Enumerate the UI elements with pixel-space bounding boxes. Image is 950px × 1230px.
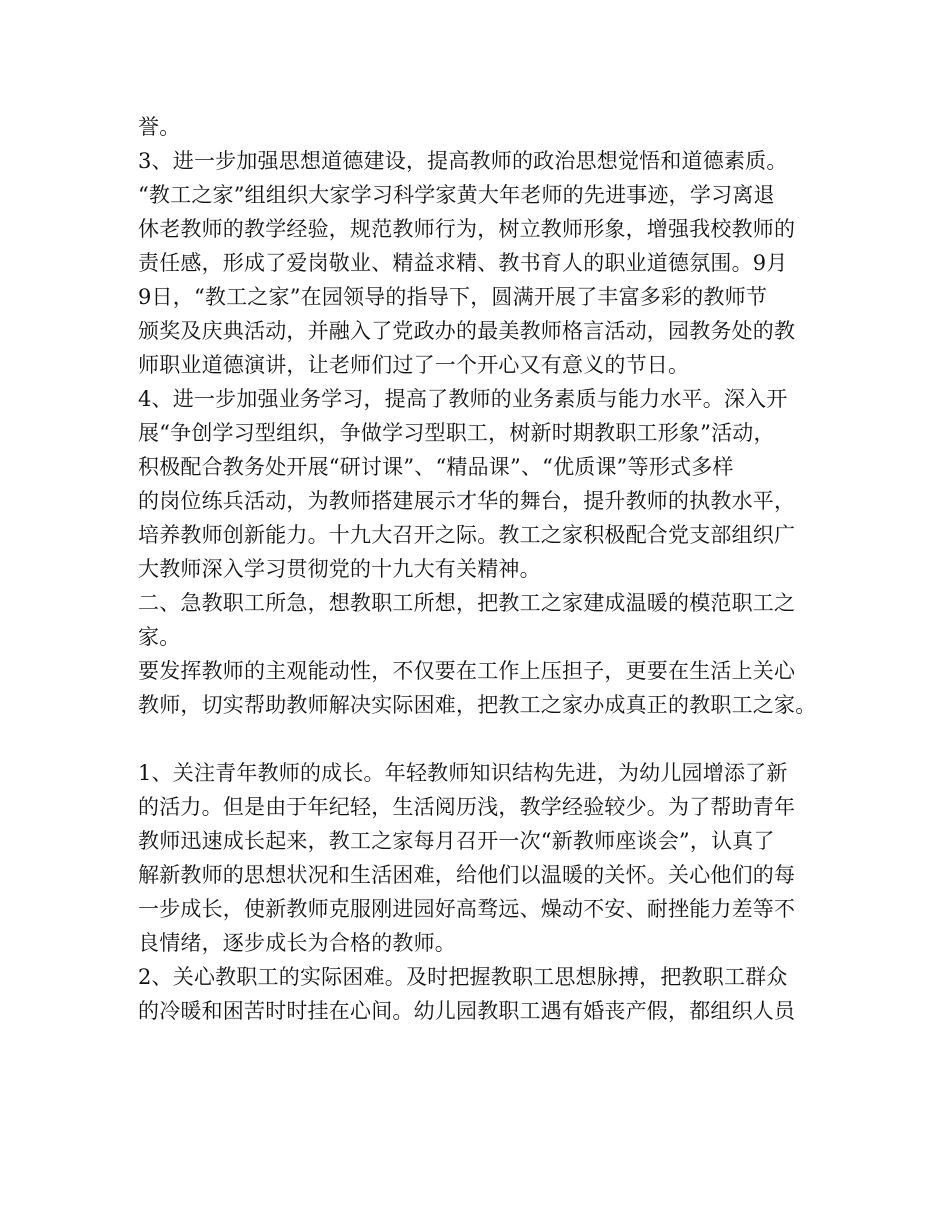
section-heading-line: 家。	[138, 625, 181, 649]
text-line: 3、进一步加强思想道德建设，提高教师的政治思想觉悟和道德素质。	[138, 149, 788, 173]
text-line: 的活力。但是由于年纪轻，生活阅历浅，教学经验较少。为了帮助青年	[138, 795, 796, 819]
text-line: “教工之家”组组织大家学习科学家黄大年老师的先进事迹，学习离退	[138, 183, 775, 207]
document-body	[138, 110, 838, 1028]
section-heading-line: 二、急教职工所急，想教职工所想，把教工之家建成温暖的模范职工之	[138, 591, 796, 615]
text-line: 4、进一步加强业务学习，提高了教师的业务素质与能力水平。深入开	[138, 387, 788, 411]
text-line: 良情绪，逐步成长为合格的教师。	[138, 931, 456, 955]
text-line: 教师迅速成长起来，教工之家每月召开一次“新教师座谈会”，认真了	[138, 829, 775, 853]
text-line: 积极配合教务处开展“研讨课”、“精品课”、“优质课”等形式多样	[138, 455, 734, 479]
text-line: 责任感，形成了爱岗敬业、精益求精、教书育人的职业道德氛围。9月	[138, 251, 788, 275]
blank-line	[138, 722, 838, 756]
text-line: 誉。	[138, 115, 181, 139]
text-line: 师职业道德演讲，让老师们过了一个开心又有意义的节日。	[138, 353, 690, 377]
text-line: 1、关注青年教师的成长。年轻教师知识结构先进，为幼儿园增添了新	[138, 761, 788, 785]
text-line: 展“争创学习型组织，争做学习型职工，树新时期教职工形象”活动，	[138, 421, 775, 445]
text-line: 9日，“教工之家”在园领导的指导下，圆满开展了丰富多彩的教师节	[138, 285, 768, 309]
text-line: 休老教师的教学经验，规范教师行为，树立教师形象，增强我校教师的	[138, 217, 796, 241]
text-line: 教师，切实帮助教师解决实际困难，把教工之家办成真正的教职工之家。	[138, 693, 817, 717]
text-line: 的冷暖和困苦时时挂在心间。幼儿园教职工遇有婚丧产假，都组织人员	[138, 999, 796, 1023]
text-line: 要发挥教师的主观能动性，不仅要在工作上压担子，更要在生活上关心	[138, 659, 796, 683]
text-line: 2、关心教职工的实际困难。及时把握教职工思想脉搏，把教职工群众	[138, 965, 788, 989]
text-line: 培养教师创新能力。十九大召开之际。教工之家积极配合党支部组织广	[138, 523, 796, 547]
text-line: 解新教师的思想状况和生活困难，给他们以温暖的关怀。关心他们的每	[138, 863, 796, 887]
text-line: 大教师深入学习贯彻党的十九大有关精神。	[138, 557, 541, 581]
text-line: 一步成长，使新教师克服刚进园好高骛远、燥动不安、耐挫能力差等不	[138, 897, 796, 921]
text-line: 的岗位练兵活动，为教师搭建展示才华的舞台，提升教师的执教水平，	[138, 489, 796, 513]
text-line: 颁奖及庆典活动，并融入了党政办的最美教师格言活动，园教务处的教	[138, 319, 796, 343]
